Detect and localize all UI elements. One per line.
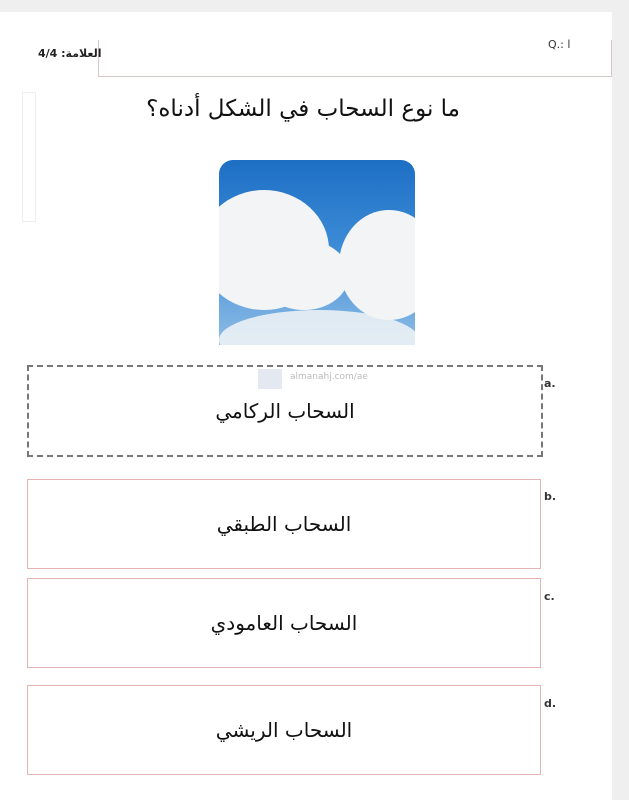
option-d[interactable] [27, 685, 541, 775]
watermark: almanahj.com/ae [290, 372, 368, 382]
option-letter: d. [544, 697, 557, 710]
question-header [98, 40, 612, 77]
option-b[interactable] [27, 479, 541, 569]
option-letter: a. [544, 377, 556, 390]
option-text: السحاب الريشي [215, 718, 353, 742]
option-text: السحاب الطبقي [216, 512, 352, 536]
question-text: ما نوع السحاب في الشكل أدناه؟ [146, 96, 460, 122]
option-c[interactable] [27, 578, 541, 668]
question-number: Q.: ا [548, 38, 571, 51]
grade-label: العلامة: 4/4 [38, 47, 102, 60]
option-text: السحاب العامودي [210, 611, 358, 635]
option-text: السحاب الركامي [215, 399, 355, 423]
side-panel [22, 92, 36, 222]
option-letter: b. [544, 490, 557, 503]
cloud-image [219, 160, 415, 345]
option-letter: c. [544, 590, 555, 603]
option-a[interactable] [27, 365, 543, 457]
